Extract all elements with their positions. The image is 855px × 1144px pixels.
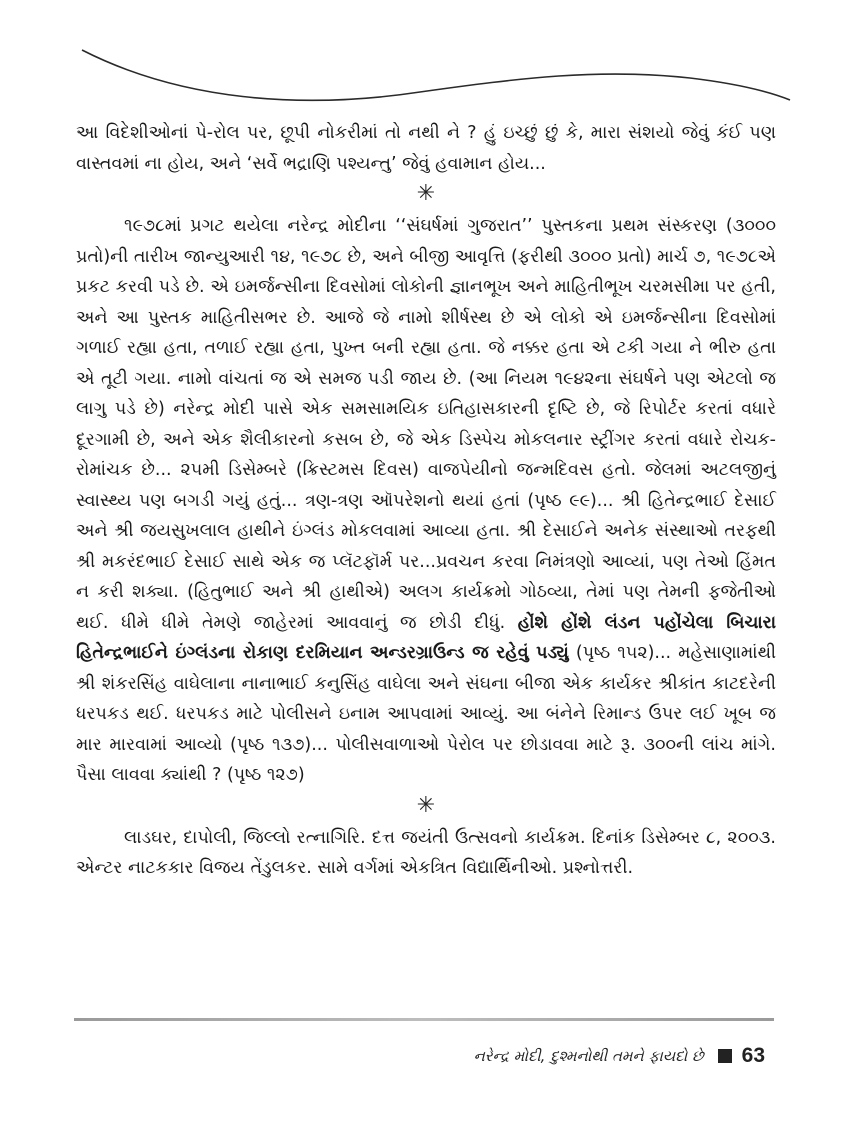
square-bullet-icon bbox=[718, 1049, 732, 1063]
paragraph-main-bold-text: હોંશે હોંશે લંડન પહોંચેલા બિચારા હિતેન્દ્રભાઈને ઇંગ્લંડના રોકાણ દરમિયાન અન્ડરગ્રાઉન્ડ જ રહેવું પડ્યું bbox=[76, 612, 776, 663]
paragraph-main bbox=[76, 211, 776, 791]
paragraph-intro: આ વિદેશીઓનાં પે-રોલ પર, છૂપી નોકરીમાં તો નથી ને ? હું ઇચ્છું છું કે, મારા સંશયો જેવું કંઈ પણ વાસ્તવમાં ના હોય, અને ‘સર્વે ભદ્રાણિ પશ્યન્તુ’ જેવું હવામાન હોય... bbox=[76, 123, 776, 174]
page-footer bbox=[474, 1044, 765, 1068]
decorative-wave-line bbox=[0, 0, 855, 130]
paragraph-main-text: ૧૯૭૮માં પ્રગટ થયેલા નરેન્દ્ર મોદીના ‘‘સંઘર્ષમાં ગુજરાત’’ પુસ્તકના પ્રથમ સંસ્કરણ (૩૦૦૦ પ્રતો)ની તારીખ જાન્યુઆરી ૧૪, ૧૯૭૮ છે, અને બીજી આવૃત્તિ (ફરીથી ૩૦૦૦ પ્રતો) માર્ચ ૭, ૧૯૭૮એ પ્રકટ કરવી પડે છે. એ ઇમર્જન્સીના દિવસોમાં લોકોની જ્ઞાનભૂખ અને માહિતીભૂખ ચરમસીમા પર હતી, અને આ પુસ્તક માહિતીસભર છે. આજે જે નામો શીર્ષસ્થ છે એ લોકો એ ઇમર્જન્સીના દિવસોમાં ગળાઈ રહ્યા હતા, તળાઈ રહ્યા હતા, પુખ્ત બની રહ્યા હતા. જે નક્કર હતા એ ટકી ગયા ને ભીરુ હતા એ તૂટી ગયા. નામો વાંચતાં જ એ સમજ પડી જાય છે. (આ નિયમ ૧૯૪૨ના સંઘર્ષને પણ એટલો જ લાગુ પડે છે) નરેન્દ્ર મોદી પાસે એક સમસામયિક ઇતિહાસકારની દૃષ્ટિ છે, જે રિપોર્ટર કરતાં વધારે દૂરગામી છે, અને એક શૈલીકારનો કસબ છે, જે એક ડિસ્પેચ મોકલનાર સ્ટ્રીંગર કરતાં વધારે રોચક-રોમાંચક છે... ૨૫મી ડિસેમ્બરે (ક્રિસ્ટમસ દિવસ) વાજપેયીનો જન્મદિવસ હતો. જેલમાં અટલજીનું સ્વાસ્થ્ય પણ બગડી ગયું હતું... ત્રણ-ત્રણ ઑપરેશનો થયાં હતાં (પૃષ્ઠ ૯૯)... શ્રી હિતેન્દ્રભાઈ દેસાઈ અને શ્રી જયસુખલાલ હાથીને ઇંગ્લંડ મોકલવામાં આવ્યા હતા. શ્રી દેસાઈને અનેક સંસ્થાઓ તરફથી શ્રી મકરંદભાઈ દેસાઈ સાથે એક જ પ્લૅટફૉર્મ પર...પ્રવચન કરવા નિમંત્રણો આવ્યાં, પણ તેઓ હિંમત ન કરી શક્યા. (હિતુભાઈ અને શ્રી હાથીએ) અલગ કાર્યક્રમો ગોઠવ્યા, તેમાં પણ તેમની ફજેતીઓ થઈ. ધીમે ધીમે તેમણે જાહેરમાં આવવાનું જ છોડી દીધું. bbox=[76, 216, 776, 633]
running-title: નરેન્દ્ર મોદી, દુશ્મનોથી તમને ફાયદો છે bbox=[473, 1047, 704, 1065]
section-separator-star: ✳ bbox=[416, 181, 436, 206]
paragraph-main-tail-text: (પૃષ્ઠ ૧૫૨)... મહેસાણામાંથી શ્રી શંકરસિંહ વાઘેલાના નાનાભાઈ કનુસિંહ વાઘેલા અને સંઘના બીજા એક કાર્યકર શ્રીકાંત કાટદરેની ધરપકડ થઈ. ધરપકડ માટે પોલીસને ઇનામ આપવામાં આવ્યું. આ બંનેને રિમાન્ડ ઉપર લઈ ખૂબ જ માર મારવામાં આવ્યો (પૃષ્ઠ ૧૩૭)... પોલીસવાળાઓ પેરોલ પર છોડાવવા માટે રૂ. ૩૦૦ની લાંચ માંગે. પૈસા લાવવા ક્યાંથી ? (પૃષ્ઠ ૧૨૭) bbox=[76, 643, 776, 785]
page-body bbox=[76, 118, 776, 884]
page-number: 63 bbox=[741, 1044, 765, 1067]
closing-underline-bar bbox=[74, 1018, 774, 1021]
section-separator-star-2: ✳ bbox=[416, 792, 436, 818]
paragraph-closing: લાડઘર, દાપોલી, જિલ્લો રત્નાગિરિ. દત્ત જયંતી ઉત્સવનો કાર્યક્રમ. દિનાંક ડિસેમ્બર ૮, ૨૦૦૩. એન્ટર નાટકકાર વિજય તેંડુલકર. સામે વર્ગમાં એકત્રિત વિદ્યાર્થિનીઓ. પ્રશ્નોત્તરી. bbox=[76, 827, 776, 878]
